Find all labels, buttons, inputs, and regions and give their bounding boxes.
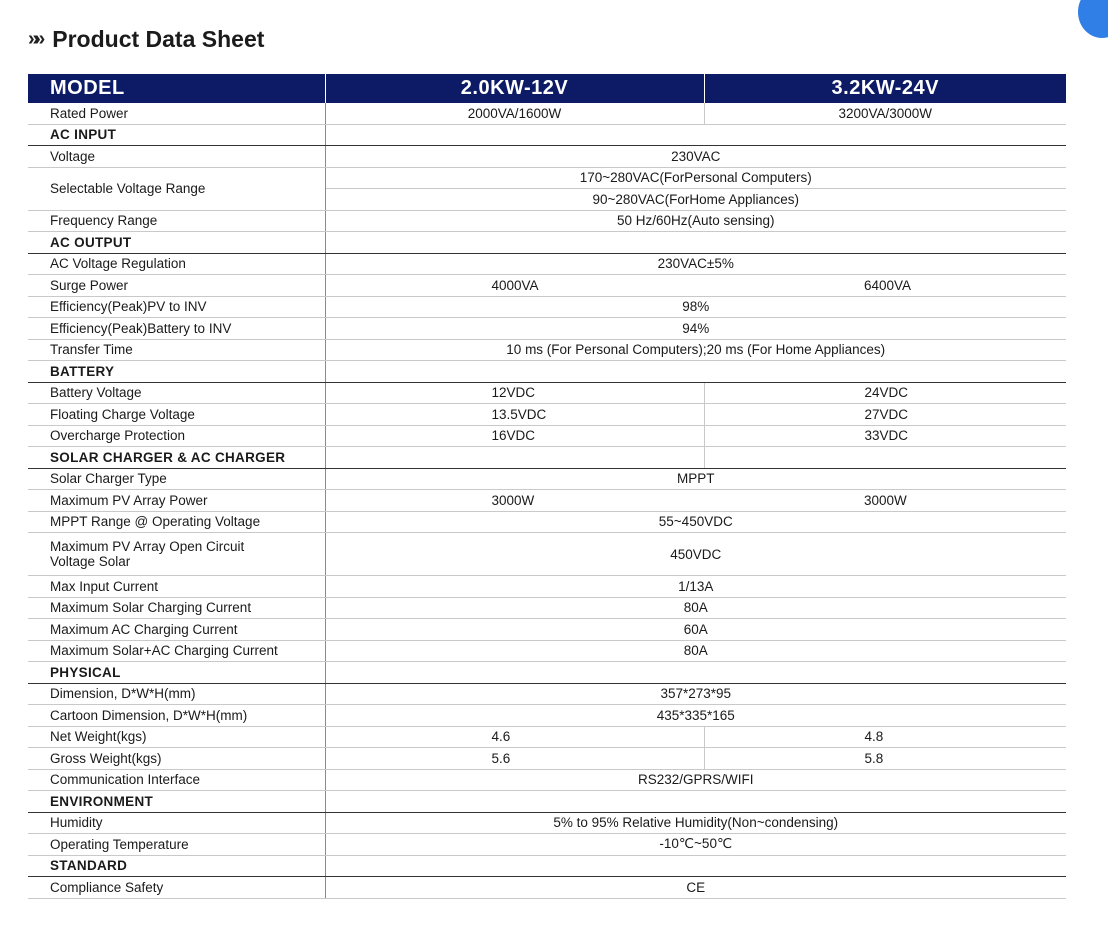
row-label: Humidity [28,812,325,834]
section-title: STANDARD [28,855,325,877]
section-header [28,124,1066,146]
row-label: MPPT Range @ Operating Voltage [28,511,325,533]
table-row [28,748,1066,770]
row-value: 60A [325,619,1066,641]
table-row [28,533,1066,576]
row-label: Cartoon Dimension, D*W*H(mm) [28,705,325,727]
table-row [28,640,1066,662]
table-row [28,468,1066,490]
page-title-text: Product Data Sheet [52,25,265,52]
row-value-2: 4.8 [704,726,1066,748]
header-model-1: 2.0KW-12V [325,74,704,103]
row-value: 170~280VAC(ForPersonal Computers) [325,167,1066,189]
row-value: 50 Hz/60Hz(Auto sensing) [325,210,1066,232]
row-label: Efficiency(Peak)Battery to INV [28,318,325,340]
row-label: Maximum AC Charging Current [28,619,325,641]
row-value: 5% to 95% Relative Humidity(Non~condensing) [325,812,1066,834]
row-label: Overcharge Protection [28,425,325,447]
row-value: 435*335*165 [325,705,1066,727]
section-title: BATTERY [28,361,325,383]
table-row [28,705,1066,727]
row-label: Transfer Time [28,339,325,361]
table-row [28,834,1066,856]
table-row [28,597,1066,619]
row-label-line-1: Maximum PV Array Open Circuit [50,539,245,554]
table-header-row [28,74,1066,103]
row-value-2: 24VDC [704,382,1066,404]
section-header [28,791,1066,813]
table-row [28,425,1066,447]
section-header [28,662,1066,684]
row-value: 80A [325,640,1066,662]
table-row [28,318,1066,340]
data-sheet-table [28,74,1066,899]
row-label: Net Weight(kgs) [28,726,325,748]
section-header [28,361,1066,383]
header-model: MODEL [28,74,325,103]
table-row [28,683,1066,705]
row-value-2: 33VDC [704,425,1066,447]
row-value: -10℃~50℃ [325,834,1066,856]
row-value: MPPT [325,468,1066,490]
section-title: SOLAR CHARGER & AC CHARGER [28,447,325,469]
table-row [28,576,1066,598]
row-label: Battery Voltage [28,382,325,404]
table-row [28,877,1066,899]
row-label: Solar Charger Type [28,468,325,490]
row-label [28,533,325,576]
table-row [28,103,1066,124]
row-value: 55~450VDC [325,511,1066,533]
section-header [28,232,1066,254]
table-row [28,726,1066,748]
row-value-2: 3200VA/3000W [704,103,1066,124]
row-value-1: 16VDC [325,425,704,447]
table-row [28,275,1066,297]
row-value-1: 12VDC [325,382,704,404]
table-row [28,404,1066,426]
row-value: 94% [325,318,1066,340]
table-row [28,339,1066,361]
section-header [28,447,1066,469]
row-label-line-2: Voltage Solar [50,554,131,569]
row-label: Max Input Current [28,576,325,598]
row-label: Floating Charge Voltage [28,404,325,426]
row-value: 90~280VAC(ForHome Appliances) [325,189,1066,211]
table-row [28,210,1066,232]
table-row [28,253,1066,275]
row-label: Surge Power [28,275,325,297]
row-label: Maximum Solar+AC Charging Current [28,640,325,662]
floating-action-button[interactable] [1078,0,1108,38]
row-value: 230VAC [325,146,1066,168]
header-model-2: 3.2KW-24V [704,74,1066,103]
row-value: 357*273*95 [325,683,1066,705]
row-label: Rated Power [28,103,325,124]
table-row [28,812,1066,834]
page-title [28,24,264,54]
row-value-1: 4.6 [325,726,704,748]
row-value-1: 5.6 [325,748,704,770]
row-value-1: 4000VA [325,275,704,297]
row-value: 80A [325,597,1066,619]
row-value-1: 13.5VDC [325,404,704,426]
row-label: Voltage [28,146,325,168]
row-value: RS232/GPRS/WIFI [325,769,1066,791]
section-header [28,855,1066,877]
row-value-1: 3000W [325,490,704,512]
row-label: Efficiency(Peak)PV to INV [28,296,325,318]
section-title: PHYSICAL [28,662,325,684]
row-value: 1/13A [325,576,1066,598]
table-row [28,167,1066,189]
section-title: AC OUTPUT [28,232,325,254]
table-row [28,296,1066,318]
row-label: Dimension, D*W*H(mm) [28,683,325,705]
row-label: Communication Interface [28,769,325,791]
row-value-2: 3000W [704,490,1066,512]
table-row [28,619,1066,641]
row-value: 10 ms (For Personal Computers);20 ms (For Home Appliances) [325,339,1066,361]
table-row [28,490,1066,512]
row-value-2: 27VDC [704,404,1066,426]
row-value-1: 2000VA/1600W [325,103,704,124]
table-row [28,382,1066,404]
section-title: AC INPUT [28,124,325,146]
section-title: ENVIRONMENT [28,791,325,813]
row-label: Gross Weight(kgs) [28,748,325,770]
row-label: Selectable Voltage Range [28,167,325,210]
table-row [28,511,1066,533]
row-label: Operating Temperature [28,834,325,856]
row-label: Compliance Safety [28,877,325,899]
row-label: Frequency Range [28,210,325,232]
row-label: AC Voltage Regulation [28,253,325,275]
table-row [28,146,1066,168]
table-row [28,769,1066,791]
row-label: Maximum PV Array Power [28,490,325,512]
row-label: Maximum Solar Charging Current [28,597,325,619]
double-chevron-icon: »» [28,27,41,50]
row-value: 450VDC [325,533,1066,576]
row-value: 98% [325,296,1066,318]
row-value-2: 6400VA [704,275,1066,297]
row-value: 230VAC±5% [325,253,1066,275]
row-value-2: 5.8 [704,748,1066,770]
row-value: CE [325,877,1066,899]
